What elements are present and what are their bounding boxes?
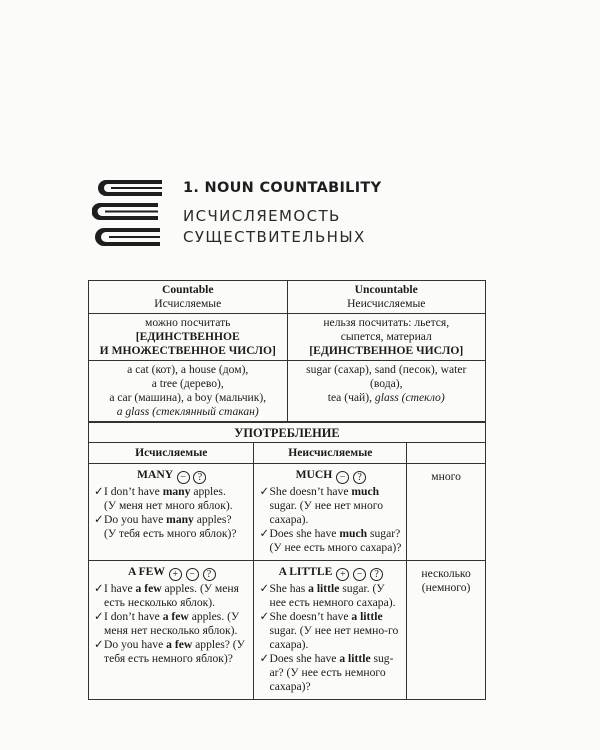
many-much-meaning: много [407, 464, 486, 561]
much-heading [259, 468, 402, 484]
minus-icon: − [186, 568, 199, 581]
section-subtitle [183, 206, 381, 248]
a-few-label: A FEW [127, 565, 165, 578]
usage-table [88, 422, 486, 700]
a-little-example-3: ✓ Does she have a little sug-ar? (У нее есть немного сахара)? [259, 652, 394, 693]
uncountable-desc-1: нельзя посчитать: льется, [323, 316, 450, 329]
uncountable-title: Uncountable [354, 283, 418, 296]
uncountable-header [287, 281, 486, 314]
check-icon: ✓ [94, 485, 104, 498]
a-little-example-2: ✓ She doesn’t have a little sugar. (У нее нет немно-го сахара). [259, 610, 399, 651]
countable-examples [89, 361, 288, 422]
countable-example-1: a cat (кот), a house (дом), [127, 363, 249, 376]
uncountable-example-4: glass (стекло) [374, 391, 445, 404]
check-icon: ✓ [259, 652, 270, 665]
much-example-1: ✓ She doesn’t have much sugar. (У нее нет много сахара). [259, 485, 384, 526]
uncountable-desc-2: сыпется, материал [340, 330, 432, 343]
uncountable-examples [287, 361, 486, 422]
many-cell [89, 464, 254, 561]
stacked-books-icon [92, 180, 164, 250]
a-few-example-2: ✓ I don’t have a few apples. (У меня нет несколько яблок). [94, 610, 240, 637]
a-few-a-little-meaning [407, 561, 486, 700]
meaning-line-1: несколько [421, 567, 471, 580]
countable-title: Countable [161, 283, 214, 296]
a-little-heading [259, 565, 402, 581]
meaning-line-2: (немного) [421, 581, 471, 594]
question-icon: ? [193, 471, 206, 484]
much-label: MUCH [295, 468, 333, 481]
check-icon: ✓ [94, 610, 104, 623]
plus-icon: + [336, 568, 349, 581]
countable-description [89, 314, 288, 361]
countable-title-ru: Исчисляемые [154, 297, 222, 310]
check-icon: ✓ [259, 582, 270, 595]
a-few-cell [89, 561, 254, 700]
plus-icon: + [169, 568, 182, 581]
countability-table [88, 280, 486, 422]
col-countable-header: Исчисляемые [89, 443, 254, 464]
check-icon: ✓ [259, 485, 270, 498]
uncountable-example-3: tea (чай), [327, 391, 375, 404]
question-icon: ? [203, 568, 216, 581]
countable-example-2: a tree (дерево), [151, 377, 224, 390]
countable-example-4: a glass (стеклянный стакан) [116, 405, 259, 418]
uncountable-description [287, 314, 486, 361]
a-few-heading [94, 565, 249, 581]
a-few-example-1: ✓ I have a few apples. (У меня есть несколько яблок). [94, 582, 239, 609]
countable-header [89, 281, 288, 314]
uncountable-number: [ЕДИНСТВЕННОЕ ЧИСЛО] [309, 344, 464, 357]
much-example-2: ✓ Does she have much sugar? (У нее есть много сахара)? [259, 527, 402, 554]
check-icon: ✓ [94, 638, 104, 651]
col-meaning-header [407, 443, 486, 464]
a-little-label: A LITTLE [278, 565, 333, 578]
check-icon: ✓ [94, 582, 104, 595]
many-example-2: ✓ Do you have many apples? (У тебя есть много яблок)? [94, 513, 237, 540]
countable-number-2: И МНОЖЕСТВЕННОЕ ЧИСЛО] [99, 344, 276, 357]
uncountable-example-2: (вода), [369, 377, 403, 390]
uncountable-title-ru: Неисчисляемые [347, 297, 426, 310]
a-little-cell [254, 561, 407, 700]
usage-title: УПОТРЕБЛЕНИЕ [89, 423, 486, 443]
section-heading [183, 180, 381, 248]
col-uncountable-header: Неисчисляемые [254, 443, 407, 464]
check-icon: ✓ [259, 527, 270, 540]
many-example-1: ✓ I don’t have many apples. (У меня нет много яблок). [94, 485, 233, 512]
minus-icon: − [336, 471, 349, 484]
section-title: 1. NOUN COUNTABILITY [183, 180, 382, 196]
question-icon: ? [353, 471, 366, 484]
minus-icon: − [353, 568, 366, 581]
countable-desc-text: можно посчитать [145, 316, 231, 329]
check-icon: ✓ [94, 513, 104, 526]
countable-example-3: a car (машина), a boy (мальчик), [109, 391, 267, 404]
many-label: MANY [137, 468, 173, 481]
subtitle-line-2: СУЩЕСТВИТЕЛЬНЫХ [183, 228, 366, 246]
uncountable-example-1: sugar (сахар), sand (песок), water [306, 363, 467, 376]
many-heading [94, 468, 249, 484]
check-icon: ✓ [259, 610, 270, 623]
countable-number-1: [ЕДИНСТВЕННОЕ [135, 330, 240, 343]
a-little-example-1: ✓ She has a little sugar. (У нее есть немного сахара). [259, 582, 396, 609]
much-cell [254, 464, 407, 561]
subtitle-line-1: ИСЧИСЛЯЕМОСТЬ [183, 207, 341, 225]
question-icon: ? [370, 568, 383, 581]
a-few-example-3: ✓ Do you have a few apples? (У тебя есть немного яблок)? [94, 638, 245, 665]
minus-icon: − [177, 471, 190, 484]
